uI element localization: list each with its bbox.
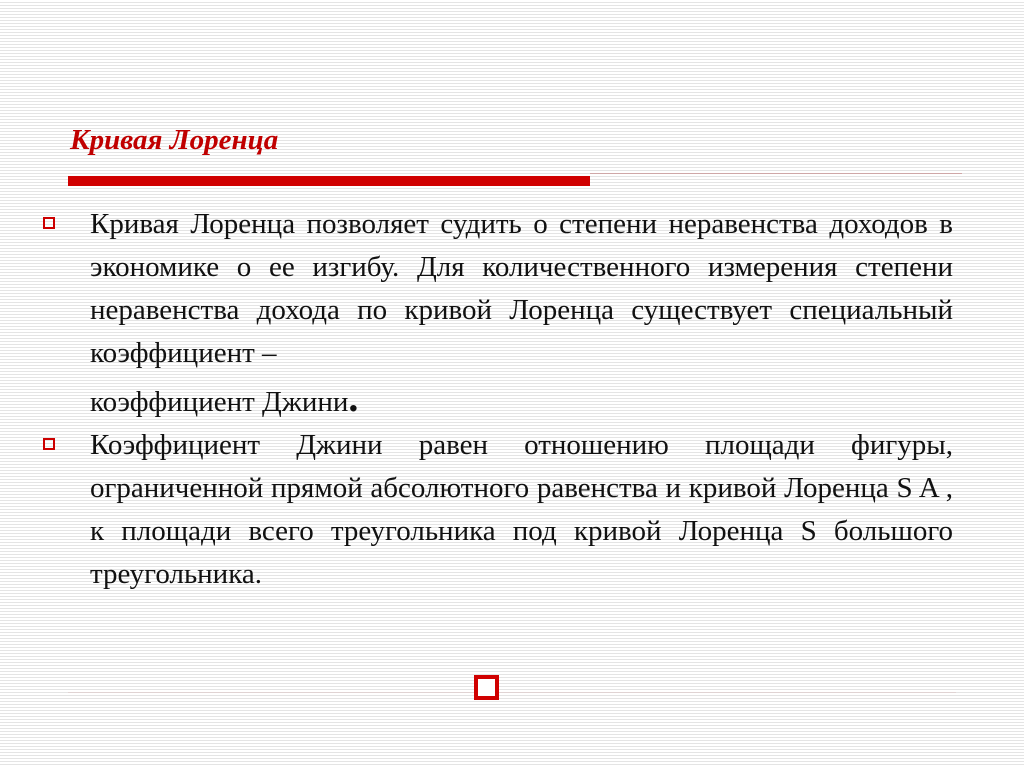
bullet-text-last: коэффициент Джини [90,386,349,418]
slide-title: Кривая Лоренца [70,124,279,156]
hollow-square-footer-icon [474,675,499,700]
hollow-square-bullet-icon [43,438,55,450]
bullet-text [90,203,953,424]
bullet-item [43,203,957,424]
footer-divider [68,692,956,693]
bullet-terminal-period: . [348,375,359,420]
bullet-text-last-line [90,375,953,424]
bullet-item [43,424,957,596]
bullet-text: Коэффициент Джини равен отношению площади фигуры, ограниченной прямой абсолютного равенства и кривой Лоренца S A , к площади всего треугольника под кривой Лоренца S большого треугольника. [90,429,953,590]
bullet-text-main: Кривая Лоренца позволяет судить о степени неравенства доходов в экономике о ее изгибу. Для количественного измерения степени неравенства дохода по кривой Лоренца существует специальный коэффициент – [90,208,953,369]
hollow-square-bullet-icon [43,217,55,229]
